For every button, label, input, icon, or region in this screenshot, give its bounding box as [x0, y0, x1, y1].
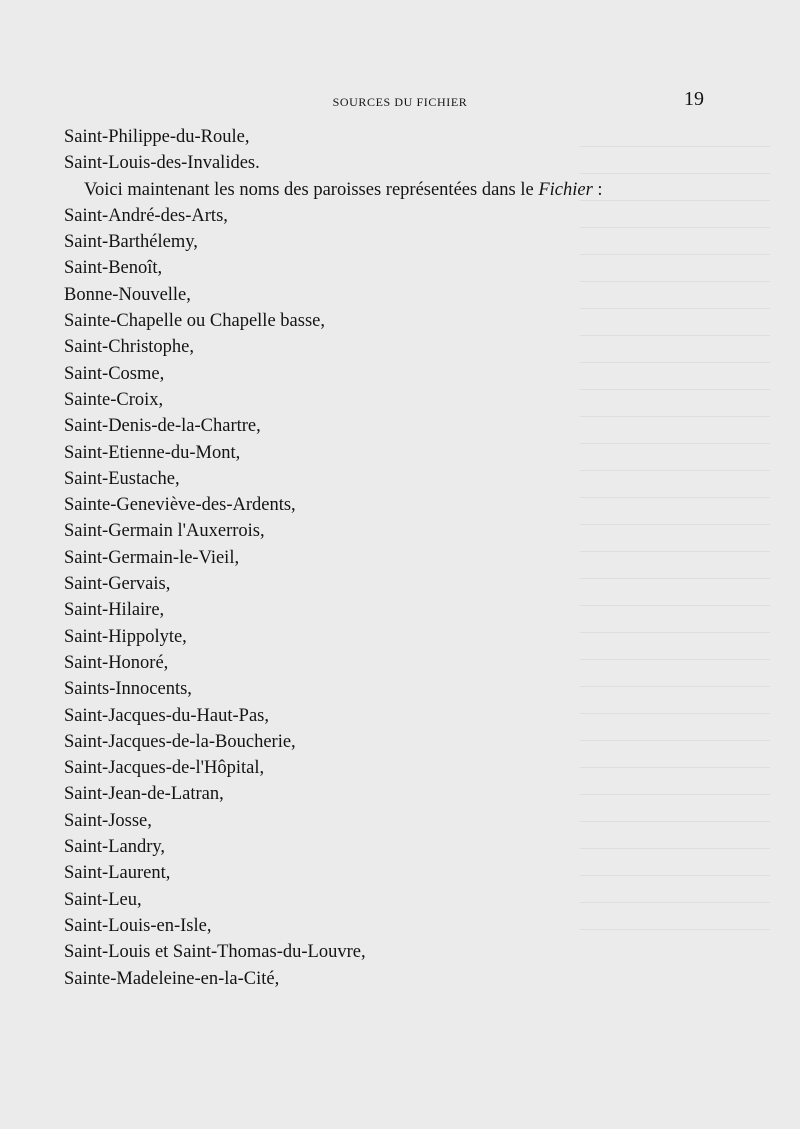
parish-list-item: Sainte-Madeleine-en-la-Cité, — [64, 968, 280, 989]
parish-list-item: Bonne-Nouvelle, — [64, 284, 191, 305]
intro-italic-title: Fichier — [538, 179, 593, 200]
parish-list-item: Saint-Cosme, — [64, 363, 165, 384]
parish-list-item: Saint-Louis et Saint-Thomas-du-Louvre, — [64, 942, 366, 963]
parish-list-item: Saint-Hilaire, — [64, 600, 165, 621]
body-text — [64, 124, 744, 992]
parish-list-item: Saint-Denis-de-la-Chartre, — [64, 416, 261, 437]
parish-list — [64, 203, 744, 992]
parish-list-item: Saint-André-des-Arts, — [64, 205, 228, 226]
intro-text: Voici maintenant les noms des paroisses représentées dans le — [84, 179, 539, 200]
intro-end: : — [592, 179, 603, 200]
parish-list-item: Saint-Josse, — [64, 810, 152, 831]
parish-list-item: Saint-Jacques-de-la-Boucherie, — [64, 731, 296, 752]
parish-list-item: Saint-Germain-le-Vieil, — [64, 547, 240, 568]
text-line: Saint-Louis-des-Invalides. — [64, 153, 260, 174]
parish-list-item: Saint-Benoît, — [64, 258, 163, 279]
intro-paragraph — [64, 177, 744, 203]
parish-list-item: Saint-Louis-en-Isle, — [64, 915, 212, 936]
parish-list-item: Saint-Barthélemy, — [64, 232, 198, 253]
parish-list-item: Saint-Jean-de-Latran, — [64, 784, 224, 805]
running-title: SOURCES DU FICHIER — [332, 95, 468, 109]
parish-list-item: Saint-Etienne-du-Mont, — [64, 442, 241, 463]
parish-list-item: Saint-Gervais, — [64, 574, 171, 595]
parish-list-item: Saint-Eustache, — [64, 468, 180, 489]
parish-list-item: Saint-Honoré, — [64, 652, 169, 673]
parish-list-item: Saint-Christophe, — [64, 337, 195, 358]
parish-list-item: Saint-Leu, — [64, 889, 142, 910]
parish-list-item: Sainte-Geneviève-des-Ardents, — [64, 495, 296, 516]
page-number: 19 — [684, 88, 704, 110]
parish-list-item: Saint-Germain l'Auxerrois, — [64, 521, 265, 542]
parish-list-item: Saint-Jacques-de-l'Hôpital, — [64, 758, 265, 779]
parish-list-item: Sainte-Chapelle ou Chapelle basse, — [64, 311, 325, 332]
parish-list-item: Saint-Jacques-du-Haut-Pas, — [64, 705, 269, 726]
parish-list-item: Saint-Hippolyte, — [64, 626, 187, 647]
parish-list-item: Saint-Laurent, — [64, 863, 171, 884]
parish-list-item: Saints-Innocents, — [64, 679, 192, 700]
parish-list-item: Saint-Landry, — [64, 837, 166, 858]
parish-list-item: Sainte-Croix, — [64, 389, 164, 410]
text-line: Saint-Philippe-du-Roule, — [64, 127, 250, 147]
